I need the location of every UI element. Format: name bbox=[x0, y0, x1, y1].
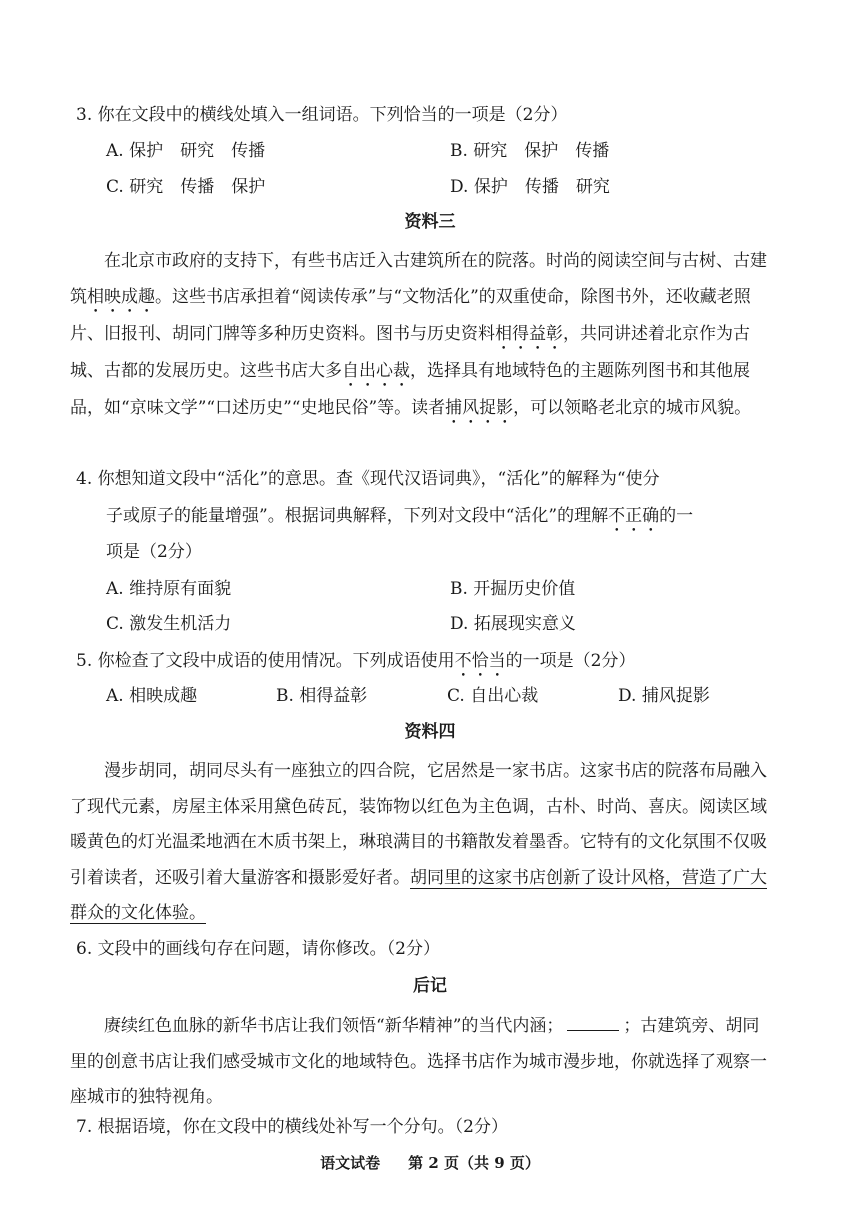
question-7-stem: 7. 根据语境，你在文段中的横线处补写一个分句。（2分） bbox=[76, 1117, 508, 1137]
question-4-stem-text: 子或原子的能量增强”。根据词典解释，下列对文段中“活化”的理解 bbox=[106, 506, 609, 526]
material-4-text: 漫步胡同，胡同尽头有一座独立的四合院，它居然是一家书店。这家书店的院落布局融入了现代元素，房屋主体采用黛色砖瓦，装饰物以红色为主色调，古朴、时尚、喜庆。阅读区域暖黄色的灯光温柔地洒在木质书架上，琳琅满目的书籍散发着墨香。它特有的文化氛围不仅吸引着读者，还吸引着大量游客和摄影爱好者。 bbox=[70, 761, 767, 888]
idiom-xiangde-yizhang: 相得益彰 bbox=[495, 323, 563, 344]
question-4-option-c: C. 激发生机活力 bbox=[106, 614, 232, 634]
page-footer bbox=[0, 1152, 860, 1174]
question-5-stem-tail: 的一项是（2分） bbox=[505, 651, 636, 671]
material-3-text-4: ，选择具有地域特色的主题陈列图书和其他展品，如“京味文学”“口述历史”“史地民俗”等。读者 bbox=[70, 360, 750, 418]
question-5-stem-text: 5. 你检查了文段中成语的使用情况。下列成语使用 bbox=[76, 651, 455, 671]
question-4-stem-tail: 的一 bbox=[659, 506, 694, 526]
idiom-zichu-xincai: 自出心裁 bbox=[342, 360, 410, 381]
question-4-option-b: B. 开掘历史价值 bbox=[450, 579, 576, 599]
material-4-paragraph bbox=[70, 754, 770, 932]
material-3-heading: 资料三 bbox=[404, 212, 456, 232]
afterword-paragraph bbox=[70, 1009, 770, 1116]
afterword-heading: 后记 bbox=[413, 976, 447, 996]
question-5-stem bbox=[76, 649, 635, 681]
underlined-sentence: 胡同里的这家书店创新了设计风格，营造了广大群众的文化体验。 bbox=[70, 867, 767, 923]
question-3-option-c: C. 研究 传播 保护 bbox=[106, 177, 266, 197]
material-3-text-3: ，共同讲述着北京作为古城、古都的发展历史。这些书店大多 bbox=[70, 323, 750, 381]
afterword-text-2: ；古建筑旁、胡同里的创意书店让我们感受城市文化的地域特色。选择书店作为城市漫步地，你就选择了观察一座城市的独特视角。 bbox=[70, 1016, 767, 1107]
question-3-stem: 3. 你在文段中的横线处填入一组词语。下列恰当的一项是（2分） bbox=[76, 105, 568, 125]
question-3-option-b: B. 研究 保护 传播 bbox=[450, 141, 610, 161]
footer-subject: 语文试卷 bbox=[320, 1154, 381, 1172]
material-3-paragraph bbox=[70, 244, 770, 428]
afterword-text-1: 赓续红色血脉的新华书店让我们领悟“新华精神”的当代内涵； bbox=[104, 1016, 564, 1036]
material-3-text-2: 。这些书店承担着“阅读传承”与“文物活化”的双重使命，除图书外，还收藏老照片、旧报刊、胡同门牌等多种历史资料。图书与历史资料 bbox=[70, 286, 751, 344]
question-4-option-a: A. 维持原有面貌 bbox=[106, 579, 232, 599]
question-5-option-d: D. 捕风捉影 bbox=[618, 686, 710, 706]
question-4-stem-line-3: 项是（2分） bbox=[106, 542, 202, 562]
material-3-text-1: 在北京市政府的支持下，有些书店迁入古建筑所在的院落。时尚的阅读空间与古树、古建筑 bbox=[70, 251, 767, 307]
idiom-xiangying-chengqu: 相映成趣 bbox=[87, 286, 155, 307]
emphasis-bu-zhengque: 不正确 bbox=[608, 506, 660, 526]
question-4-stem-line-2 bbox=[106, 504, 693, 536]
fill-in-blank bbox=[567, 1012, 619, 1031]
question-6-stem: 6. 文段中的画线句存在问题，请你修改。（2分） bbox=[76, 939, 440, 959]
material-4-heading: 资料四 bbox=[404, 722, 456, 742]
material-3-text-5: ，可以领略老北京的城市风貌。 bbox=[513, 397, 752, 418]
question-4-option-d: D. 拓展现实意义 bbox=[450, 614, 576, 634]
footer-page-number: 第 2 页（共 9 页） bbox=[408, 1154, 540, 1172]
idiom-bufeng-zhuoying: 捕风捉影 bbox=[445, 397, 514, 418]
question-5-option-a: A. 相映成趣 bbox=[106, 686, 198, 706]
question-3-option-a: A. 保护 研究 传播 bbox=[106, 141, 266, 161]
emphasis-bu-qiadang: 不恰当 bbox=[454, 651, 506, 671]
question-3-option-d: D. 保护 传播 研究 bbox=[450, 177, 610, 197]
question-5-option-b: B. 相得益彰 bbox=[276, 686, 368, 706]
question-5-option-c: C. 自出心裁 bbox=[447, 686, 539, 706]
question-4-stem-line-1: 4. 你想知道文段中“活化”的意思。查《现代汉语词典》，“活化”的解释为“使分 bbox=[76, 469, 660, 489]
